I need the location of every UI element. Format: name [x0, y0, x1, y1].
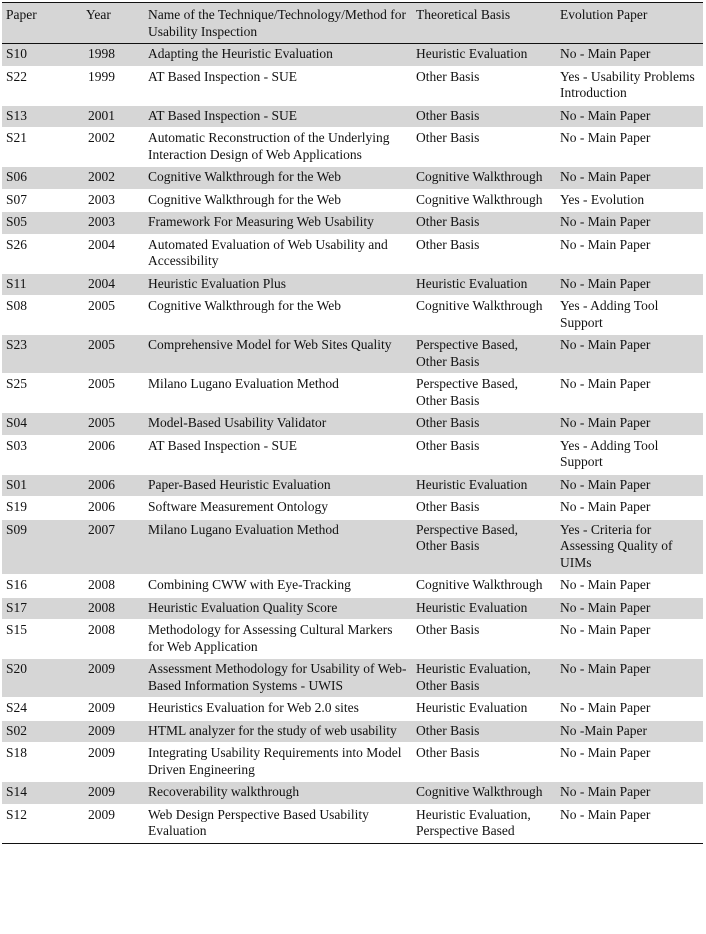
cell-theoretical-basis: Other Basis [412, 435, 556, 474]
cell-theoretical-basis: Other Basis [412, 620, 556, 659]
cell-evolution-paper: No - Main Paper [556, 474, 703, 497]
cell-year: 2002 [82, 128, 144, 167]
cell-year: 2003 [82, 189, 144, 212]
cell-theoretical-basis: Heuristic Evaluation [412, 698, 556, 721]
header-year: Year [82, 3, 144, 44]
header-row [2, 3, 703, 44]
cell-evolution-paper: No - Main Paper [556, 804, 703, 843]
table-row [2, 44, 703, 67]
table-row [2, 804, 703, 843]
table-row [2, 296, 703, 335]
header-paper: Paper [2, 3, 82, 44]
cell-year: 2009 [82, 743, 144, 782]
cell-evolution-paper: No - Main Paper [556, 44, 703, 67]
cell-evolution-paper: Yes - Adding Tool Support [556, 296, 703, 335]
cell-evolution-paper: No - Main Paper [556, 374, 703, 413]
cell-paper: S07 [2, 189, 82, 212]
cell-technique-name: Web Design Perspective Based Usability Evaluation [144, 804, 412, 843]
cell-technique-name: Recoverability walkthrough [144, 782, 412, 805]
cell-paper: S22 [2, 66, 82, 105]
header-evolution-paper: Evolution Paper [556, 3, 703, 44]
cell-technique-name: Milano Lugano Evaluation Method [144, 519, 412, 575]
cell-year: 2009 [82, 720, 144, 743]
table-row [2, 782, 703, 805]
cell-paper: S17 [2, 597, 82, 620]
cell-theoretical-basis: Heuristic Evaluation, Perspective Based [412, 804, 556, 843]
table-row [2, 720, 703, 743]
table-row [2, 497, 703, 520]
table-row [2, 212, 703, 235]
cell-evolution-paper: Yes - Evolution [556, 189, 703, 212]
cell-year: 2005 [82, 374, 144, 413]
cell-technique-name: AT Based Inspection - SUE [144, 66, 412, 105]
cell-theoretical-basis: Other Basis [412, 128, 556, 167]
cell-paper: S02 [2, 720, 82, 743]
cell-theoretical-basis: Perspective Based, Other Basis [412, 374, 556, 413]
table-row [2, 435, 703, 474]
table-row [2, 66, 703, 105]
cell-theoretical-basis: Cognitive Walkthrough [412, 167, 556, 190]
cell-technique-name: Model-Based Usability Validator [144, 413, 412, 436]
cell-technique-name: HTML analyzer for the study of web usability [144, 720, 412, 743]
cell-theoretical-basis: Cognitive Walkthrough [412, 189, 556, 212]
cell-technique-name: Comprehensive Model for Web Sites Quality [144, 335, 412, 374]
cell-paper: S21 [2, 128, 82, 167]
cell-year: 2002 [82, 167, 144, 190]
cell-evolution-paper: No - Main Paper [556, 105, 703, 128]
cell-theoretical-basis: Other Basis [412, 105, 556, 128]
table-row [2, 105, 703, 128]
cell-technique-name: Cognitive Walkthrough for the Web [144, 296, 412, 335]
cell-year: 2007 [82, 519, 144, 575]
cell-year: 2004 [82, 234, 144, 273]
cell-year: 2005 [82, 335, 144, 374]
table-row [2, 128, 703, 167]
cell-year: 2006 [82, 497, 144, 520]
cell-evolution-paper: No - Main Paper [556, 575, 703, 598]
cell-paper: S05 [2, 212, 82, 235]
cell-paper: S03 [2, 435, 82, 474]
cell-theoretical-basis: Heuristic Evaluation [412, 44, 556, 67]
cell-paper: S19 [2, 497, 82, 520]
cell-theoretical-basis: Other Basis [412, 720, 556, 743]
cell-evolution-paper: Yes - Criteria for Assessing Quality of UIMs [556, 519, 703, 575]
cell-evolution-paper: No - Main Paper [556, 273, 703, 296]
cell-year: 2006 [82, 435, 144, 474]
cell-technique-name: Heuristic Evaluation Plus [144, 273, 412, 296]
cell-theoretical-basis: Cognitive Walkthrough [412, 782, 556, 805]
cell-year: 2005 [82, 413, 144, 436]
cell-year: 2008 [82, 620, 144, 659]
cell-theoretical-basis: Heuristic Evaluation, Other Basis [412, 659, 556, 698]
cell-paper: S24 [2, 698, 82, 721]
table-row [2, 335, 703, 374]
cell-year: 2005 [82, 296, 144, 335]
cell-technique-name: Integrating Usability Requirements into Model Driven Engineering [144, 743, 412, 782]
cell-evolution-paper: No - Main Paper [556, 497, 703, 520]
cell-theoretical-basis: Other Basis [412, 497, 556, 520]
cell-technique-name: Paper-Based Heuristic Evaluation [144, 474, 412, 497]
cell-evolution-paper: No - Main Paper [556, 597, 703, 620]
table-header [2, 3, 703, 44]
cell-year: 2006 [82, 474, 144, 497]
cell-technique-name: Cognitive Walkthrough for the Web [144, 167, 412, 190]
cell-evolution-paper: No - Main Paper [556, 167, 703, 190]
cell-year: 2009 [82, 804, 144, 843]
cell-theoretical-basis: Other Basis [412, 743, 556, 782]
cell-technique-name: Combining CWW with Eye-Tracking [144, 575, 412, 598]
cell-paper: S25 [2, 374, 82, 413]
cell-paper: S06 [2, 167, 82, 190]
cell-paper: S12 [2, 804, 82, 843]
cell-evolution-paper: No - Main Paper [556, 659, 703, 698]
cell-theoretical-basis: Cognitive Walkthrough [412, 575, 556, 598]
cell-paper: S08 [2, 296, 82, 335]
cell-evolution-paper: Yes - Usability Problems Introduction [556, 66, 703, 105]
cell-evolution-paper: No - Main Paper [556, 782, 703, 805]
cell-year: 1998 [82, 44, 144, 67]
cell-technique-name: AT Based Inspection - SUE [144, 105, 412, 128]
table-row [2, 575, 703, 598]
cell-theoretical-basis: Heuristic Evaluation [412, 273, 556, 296]
cell-paper: S01 [2, 474, 82, 497]
cell-paper: S15 [2, 620, 82, 659]
cell-paper: S10 [2, 44, 82, 67]
cell-year: 2009 [82, 782, 144, 805]
cell-theoretical-basis: Perspective Based, Other Basis [412, 519, 556, 575]
cell-evolution-paper: No - Main Paper [556, 335, 703, 374]
cell-year: 2003 [82, 212, 144, 235]
cell-technique-name: Milano Lugano Evaluation Method [144, 374, 412, 413]
cell-evolution-paper: No - Main Paper [556, 128, 703, 167]
cell-evolution-paper: No - Main Paper [556, 743, 703, 782]
cell-evolution-paper: No -Main Paper [556, 720, 703, 743]
cell-paper: S14 [2, 782, 82, 805]
table-row [2, 659, 703, 698]
cell-technique-name: Heuristics Evaluation for Web 2.0 sites [144, 698, 412, 721]
cell-theoretical-basis: Heuristic Evaluation [412, 597, 556, 620]
cell-paper: S26 [2, 234, 82, 273]
cell-technique-name: Heuristic Evaluation Quality Score [144, 597, 412, 620]
cell-evolution-paper: Yes - Adding Tool Support [556, 435, 703, 474]
cell-paper: S13 [2, 105, 82, 128]
table-row [2, 743, 703, 782]
cell-technique-name: AT Based Inspection - SUE [144, 435, 412, 474]
cell-paper: S18 [2, 743, 82, 782]
table-row [2, 519, 703, 575]
cell-paper: S16 [2, 575, 82, 598]
cell-technique-name: Methodology for Assessing Cultural Markers for Web Application [144, 620, 412, 659]
cell-theoretical-basis: Heuristic Evaluation [412, 474, 556, 497]
cell-technique-name: Adapting the Heuristic Evaluation [144, 44, 412, 67]
cell-year: 2009 [82, 698, 144, 721]
cell-technique-name: Software Measurement Ontology [144, 497, 412, 520]
cell-theoretical-basis: Other Basis [412, 413, 556, 436]
cell-year: 2001 [82, 105, 144, 128]
cell-theoretical-basis: Other Basis [412, 212, 556, 235]
cell-paper: S11 [2, 273, 82, 296]
cell-paper: S23 [2, 335, 82, 374]
cell-year: 2008 [82, 597, 144, 620]
table-row [2, 273, 703, 296]
cell-year: 2004 [82, 273, 144, 296]
cell-technique-name: Cognitive Walkthrough for the Web [144, 189, 412, 212]
table-row [2, 620, 703, 659]
cell-technique-name: Automated Evaluation of Web Usability and Accessibility [144, 234, 412, 273]
cell-paper: S09 [2, 519, 82, 575]
cell-theoretical-basis: Other Basis [412, 66, 556, 105]
table-row [2, 234, 703, 273]
cell-evolution-paper: No - Main Paper [556, 413, 703, 436]
cell-year: 1999 [82, 66, 144, 105]
table-row [2, 413, 703, 436]
usability-inspection-table [2, 2, 703, 844]
cell-evolution-paper: No - Main Paper [556, 698, 703, 721]
cell-year: 2009 [82, 659, 144, 698]
cell-technique-name: Assessment Methodology for Usability of Web-Based Information Systems - UWIS [144, 659, 412, 698]
cell-evolution-paper: No - Main Paper [556, 234, 703, 273]
table-row [2, 167, 703, 190]
table-row [2, 698, 703, 721]
cell-year: 2008 [82, 575, 144, 598]
cell-evolution-paper: No - Main Paper [556, 620, 703, 659]
cell-paper: S20 [2, 659, 82, 698]
table-row [2, 374, 703, 413]
cell-theoretical-basis: Perspective Based, Other Basis [412, 335, 556, 374]
cell-paper: S04 [2, 413, 82, 436]
table-row [2, 474, 703, 497]
header-technique-name: Name of the Technique/Technology/Method for Usability Inspection [144, 3, 412, 44]
cell-technique-name: Framework For Measuring Web Usability [144, 212, 412, 235]
cell-theoretical-basis: Other Basis [412, 234, 556, 273]
cell-technique-name: Automatic Reconstruction of the Underlying Interaction Design of Web Applications [144, 128, 412, 167]
cell-theoretical-basis: Cognitive Walkthrough [412, 296, 556, 335]
table-body [2, 44, 703, 844]
header-theoretical-basis: Theoretical Basis [412, 3, 556, 44]
table-row [2, 189, 703, 212]
cell-evolution-paper: No - Main Paper [556, 212, 703, 235]
table-row [2, 597, 703, 620]
